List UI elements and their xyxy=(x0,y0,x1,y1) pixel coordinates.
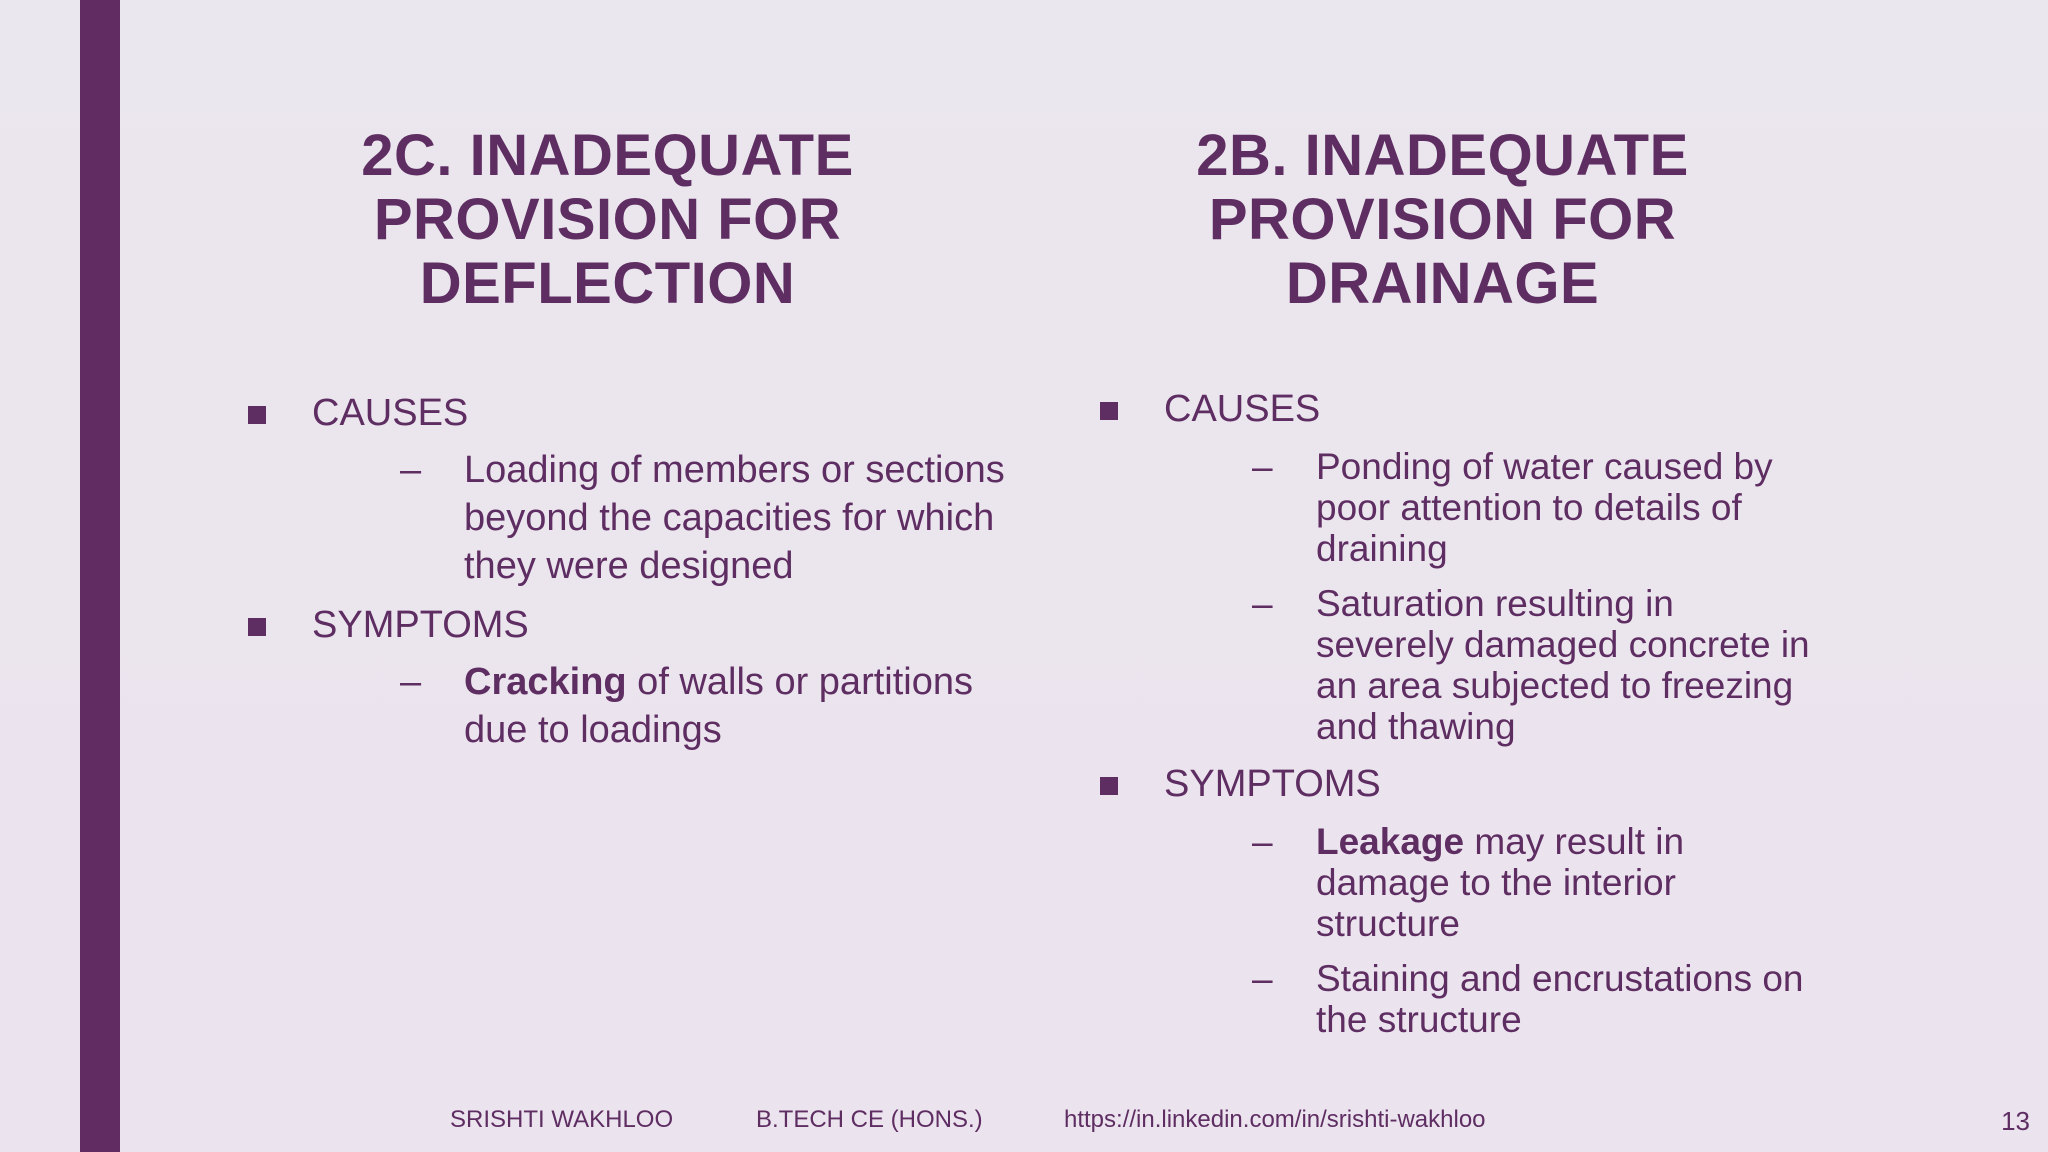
sub-bullet-item xyxy=(312,446,1008,590)
right-title-line: PROVISION FOR xyxy=(1208,187,1677,252)
bullet-symptoms xyxy=(248,602,1008,754)
dash-bullet-icon: – xyxy=(400,661,422,703)
bullet-heading: SYMPTOMS xyxy=(1164,763,1381,805)
sub-bullet-list xyxy=(1164,446,1820,747)
sub-bullet-text: may result in damage to the interior structure xyxy=(1316,821,1685,944)
sub-bullet-list xyxy=(312,658,1008,754)
left-bullet-list xyxy=(248,390,1008,764)
bullet-symptoms xyxy=(1100,761,1820,1040)
sub-bullet-item xyxy=(1164,821,1820,944)
dash-bullet-icon: – xyxy=(1252,446,1273,487)
sub-bullet-list xyxy=(312,446,1008,590)
right-title-line: 2B. INADEQUATE xyxy=(1196,123,1689,188)
sub-bullet-item xyxy=(1164,583,1820,747)
square-bullet-icon xyxy=(248,618,266,636)
dash-bullet-icon: – xyxy=(1252,821,1273,862)
dash-bullet-icon: – xyxy=(1252,958,1273,999)
footer-linkedin-url[interactable]: https://in.linkedin.com/in/srishti-wakhloo xyxy=(1064,1106,1486,1133)
square-bullet-icon xyxy=(248,406,266,424)
bullet-causes xyxy=(248,390,1008,590)
dash-bullet-icon: – xyxy=(1252,583,1273,624)
right-title-line: DRAINAGE xyxy=(1285,251,1600,316)
right-column-title xyxy=(1115,124,1770,316)
sub-bullet-item xyxy=(312,658,1008,754)
bullet-heading: SYMPTOMS xyxy=(312,604,529,646)
sub-bullet-text: Ponding of water caused by poor attention to details of draining xyxy=(1316,446,1773,569)
page-number: 13 xyxy=(2001,1106,2030,1136)
sub-bullet-list xyxy=(1164,821,1820,1040)
left-title-line: 2C. INADEQUATE xyxy=(361,123,854,188)
left-column-title xyxy=(280,124,935,316)
footer-author: SRISHTI WAKHLOO xyxy=(450,1106,674,1133)
sub-bullet-item xyxy=(1164,958,1820,1040)
sub-bullet-text: Staining and encrustations on the structure xyxy=(1316,958,1804,1040)
sub-bullet-text: Saturation resulting in severely damaged concrete in an area subjected to freezing and thawing xyxy=(1316,583,1810,747)
sub-bullet-bold: Cracking xyxy=(464,661,627,703)
right-bullet-list xyxy=(1100,386,1820,1046)
bullet-heading: CAUSES xyxy=(312,392,469,434)
sub-bullet-text: Loading of members or sections beyond the capacities for which they were designed xyxy=(464,449,1005,587)
bullet-causes xyxy=(1100,386,1820,747)
bullet-heading: CAUSES xyxy=(1164,388,1321,430)
square-bullet-icon xyxy=(1100,777,1118,795)
square-bullet-icon xyxy=(1100,402,1118,420)
sub-bullet-bold: Leakage xyxy=(1316,821,1465,862)
left-title-line: DEFLECTION xyxy=(419,251,796,316)
sub-bullet-text: of walls or partitions due to loadings xyxy=(464,661,973,751)
sub-bullet-item xyxy=(1164,446,1820,569)
accent-side-bar xyxy=(80,0,120,1152)
footer-degree: B.TECH CE (HONS.) xyxy=(756,1106,983,1133)
dash-bullet-icon: – xyxy=(400,449,422,491)
left-title-line: PROVISION FOR xyxy=(373,187,842,252)
